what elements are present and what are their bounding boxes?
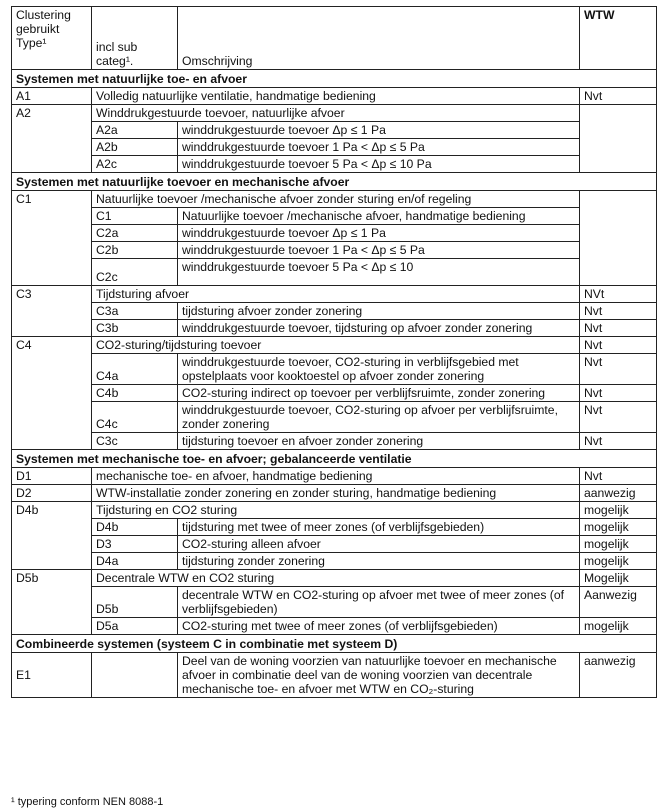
description: Volledig natuurlijke ventilatie, handmatige bediening [92,88,580,105]
description: winddrukgestuurde toevoer Δp ≤ 1 Pa [178,122,580,139]
subcategory-code: C2a [92,225,178,242]
table-row [12,468,657,485]
description: CO2-sturing indirect op toevoer per verblijfsruimte, zonder zonering [178,385,580,402]
table-row [12,105,657,122]
wtw-value: mogelijk [580,618,657,635]
description: CO2-sturing met twee of meer zones (of verblijfsgebieden) [178,618,580,635]
wtw-value: Nvt [580,433,657,450]
table-row [12,303,657,320]
subcategory-code: D4b [92,519,178,536]
table-header-row [12,7,657,70]
subcategory-code: D5b [92,587,178,618]
header-description: Omschrijving [178,7,580,70]
type-code: C4 [12,337,92,450]
section-row [12,635,657,653]
description: tijdsturing toevoer en afvoer zonder zonering [178,433,580,450]
description: Decentrale WTW en CO2 sturing [92,570,580,587]
section-row [12,450,657,468]
wtw-value: Nvt [580,88,657,105]
description: winddrukgestuurde toevoer Δp ≤ 1 Pa [178,225,580,242]
description: WTW-installatie zonder zonering en zonder sturing, handmatige bediening [92,485,580,502]
type-code: C3 [12,286,92,337]
table-row [12,385,657,402]
header-clustering: Clustering gebruikt Type¹ [12,7,92,70]
type-code: D2 [12,485,92,502]
table-row [12,587,657,618]
table-row [12,242,657,259]
type-code: E1 [12,653,92,698]
subcategory-code: D5a [92,618,178,635]
description: winddrukgestuurde toevoer 5 Pa < Δp ≤ 10 Pa [178,156,580,173]
table-row [12,139,657,156]
empty-cell [92,653,178,698]
description: tijdsturing zonder zonering [178,553,580,570]
wtw-value: aanwezig [580,485,657,502]
table-row [12,259,657,286]
table-row [12,354,657,385]
section-row [12,70,657,88]
section-title: Systemen met natuurlijke toevoer en mechanische afvoer [12,173,657,191]
description: winddrukgestuurde toevoer 1 Pa < Δp ≤ 5 Pa [178,242,580,259]
table-row [12,402,657,433]
table-row [12,208,657,225]
subcategory-code: C1 [92,208,178,225]
description: winddrukgestuurde toevoer 1 Pa < Δp ≤ 5 Pa [178,139,580,156]
description: decentrale WTW en CO2-sturing op afvoer met twee of meer zones (of verblijfsgebieden) [178,587,580,618]
subcategory-code: C3a [92,303,178,320]
subcategory-code: A2b [92,139,178,156]
description: winddrukgestuurde toevoer, tijdsturing op afvoer zonder zonering [178,320,580,337]
description: tijdsturing met twee of meer zones (of verblijfsgebieden) [178,519,580,536]
ventilation-systems-table [11,6,657,698]
description: winddrukgestuurde toevoer 5 Pa < Δp ≤ 10 [178,259,580,286]
table-row [12,156,657,173]
wtw-value: mogelijk [580,502,657,519]
table-row [12,88,657,105]
footnote: ¹ typering conform NEN 8088-1 [11,796,164,808]
type-code: C1 [12,191,92,286]
wtw-value: Nvt [580,402,657,433]
description: Natuurlijke toevoer /mechanische afvoer zonder sturing en/of regeling [92,191,580,208]
table-row [12,653,657,698]
table-row [12,286,657,303]
description: Winddrukgestuurde toevoer, natuurlijke afvoer [92,105,580,122]
wtw-value: mogelijk [580,519,657,536]
description: CO2-sturing/tijdsturing toevoer [92,337,580,354]
wtw-value: Mogelijk [580,570,657,587]
subcategory-code: C2b [92,242,178,259]
table-row [12,519,657,536]
description: mechanische toe- en afvoer, handmatige bediening [92,468,580,485]
description: Natuurlijke toevoer /mechanische afvoer, handmatige bediening [178,208,580,225]
table-row [12,570,657,587]
table-row [12,225,657,242]
subcategory-code: D4a [92,553,178,570]
wtw-value: Nvt [580,385,657,402]
subcategory-code: A2a [92,122,178,139]
wtw-value: Nvt [580,303,657,320]
subcategory-code: C2c [92,259,178,286]
wtw-value: Nvt [580,354,657,385]
description: Deel van de woning voorzien van natuurlijke toevoer en mechanische afvoer in combinatie deel van de woning voorzien van decentrale mechanische toe- en afvoer met WTW en CO₂-sturing [178,653,580,698]
table-row [12,337,657,354]
table-row [12,618,657,635]
wtw-value: Aanwezig [580,587,657,618]
table-row [12,553,657,570]
table-row [12,502,657,519]
section-title: Combineerde systemen (systeem C in combinatie met systeem D) [12,635,657,653]
header-subcategory: incl sub categ¹. [92,7,178,70]
table-row [12,433,657,450]
description: CO2-sturing alleen afvoer [178,536,580,553]
table-row [12,320,657,337]
description: Tijdsturing en CO2 sturing [92,502,580,519]
subcategory-code: C3c [92,433,178,450]
wtw-value: Nvt [580,337,657,354]
wtw-value: aanwezig [580,653,657,698]
section-title: Systemen met natuurlijke toe- en afvoer [12,70,657,88]
table-row [12,122,657,139]
type-code: A2 [12,105,92,173]
subcategory-code: C3b [92,320,178,337]
description: winddrukgestuurde toevoer, CO2-sturing op afvoer per verblijfsruimte, zonder zonering [178,402,580,433]
wtw-value: Nvt [580,320,657,337]
description: tijdsturing afvoer zonder zonering [178,303,580,320]
wtw-value: NVt [580,286,657,303]
subcategory-code: C4a [92,354,178,385]
wtw-value [580,105,657,173]
type-code: D1 [12,468,92,485]
section-title: Systemen met mechanische toe- en afvoer; gebalanceerde ventilatie [12,450,657,468]
subcategory-code: D3 [92,536,178,553]
header-wtw: WTW [580,7,657,70]
description: Tijdsturing afvoer [92,286,580,303]
type-code: A1 [12,88,92,105]
wtw-value: Nvt [580,468,657,485]
subcategory-code: A2c [92,156,178,173]
description: winddrukgestuurde toevoer, CO2-sturing in verblijfsgebied met opstelplaats voor kooktoestel op afvoer zonder zonering [178,354,580,385]
table-row [12,191,657,208]
wtw-value [580,191,657,286]
wtw-value: mogelijk [580,553,657,570]
table-row [12,536,657,553]
subcategory-code: C4b [92,385,178,402]
type-code: D4b [12,502,92,570]
type-code: D5b [12,570,92,635]
subcategory-code: C4c [92,402,178,433]
wtw-value: mogelijk [580,536,657,553]
table-row [12,485,657,502]
section-row [12,173,657,191]
